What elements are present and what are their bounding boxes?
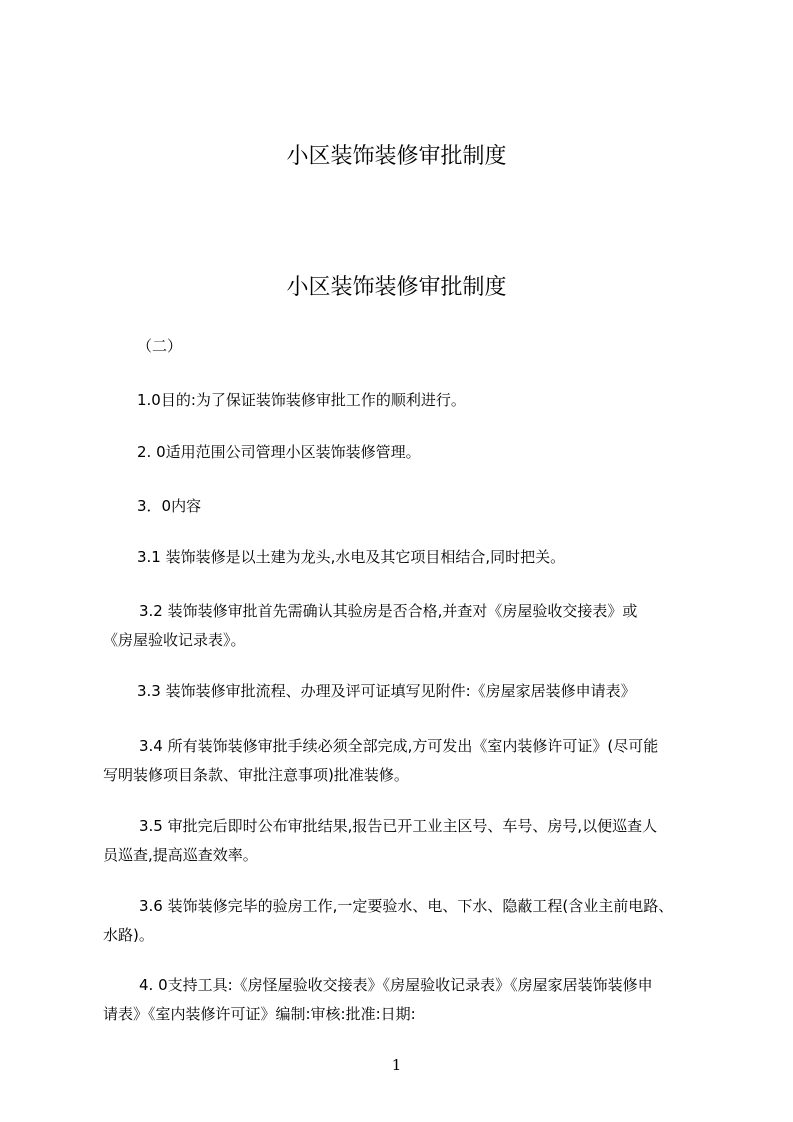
paragraph-3-1 xyxy=(103,543,723,572)
paragraph-line: 3.6 装饰装修完毕的验房工作,一定要验水、电、下水、隐蔽工程(含业主前电路、 xyxy=(139,897,674,915)
paragraph-purpose xyxy=(103,386,723,415)
document-subtitle: 小区装饰装修审批制度 xyxy=(286,275,507,300)
paragraph-line: 请表》《室内装修许可证》编制:审核:批准:日期: xyxy=(103,1005,416,1023)
paragraph-line: 4. 0支持工具:《房怪屋验收交接表》《房屋验收记录表》《房屋家居装饰装修申 xyxy=(139,976,653,994)
paragraph-3-3 xyxy=(103,677,723,706)
paragraph-scope xyxy=(103,438,723,467)
paragraph-line: 《房屋验收记录表》。 xyxy=(103,631,246,649)
paragraph-line: 3.3 装饰装修审批流程、办理及评可证填写见附件:《房屋家居装修申请表》 xyxy=(137,682,636,700)
paragraph-support-tools xyxy=(103,971,723,1029)
paragraph-line: 3.4 所有装饰装修审批手续必须全部完成,方可发出《室内装修许可证》(尽可能 xyxy=(139,737,659,755)
paragraph-content-heading xyxy=(103,492,723,521)
paragraph-line: 3.5 审批完后即时公布审批结果,报告已开工业主区号、车号、房号,以便巡查人 xyxy=(139,817,658,835)
paragraph-line: 2. 0适用范围公司管理小区装饰装修管理。 xyxy=(137,443,421,461)
paragraph-line: 3．0内容 xyxy=(137,497,202,515)
section-marker-text: （二） xyxy=(137,337,183,355)
paragraph-line: 1.0目的:为了保证装饰装修审批工作的顺利进行。 xyxy=(137,391,466,409)
document-title: 小区装饰装修审批制度 xyxy=(286,144,507,169)
paragraph-line: 写明装修项目条款、审批注意事项)批准装修。 xyxy=(103,766,409,784)
paragraph-3-5 xyxy=(103,812,723,870)
paragraph-line: 水路)。 xyxy=(103,926,154,944)
paragraph-3-2 xyxy=(103,597,723,655)
paragraph-line: 3.1 装饰装修是以土建为龙头,水电及其它项目相结合,同时把关。 xyxy=(137,548,566,566)
paragraph-3-4 xyxy=(103,732,723,790)
section-marker xyxy=(103,332,723,361)
page-number: 1 xyxy=(391,1056,402,1074)
paragraph-3-6 xyxy=(103,892,723,950)
paragraph-line: 3.2 装饰装修审批首先需确认其验房是否合格,并查对《房屋验收交接表》或 xyxy=(139,602,638,620)
paragraph-line: 员巡查,提高巡查效率。 xyxy=(103,846,258,864)
